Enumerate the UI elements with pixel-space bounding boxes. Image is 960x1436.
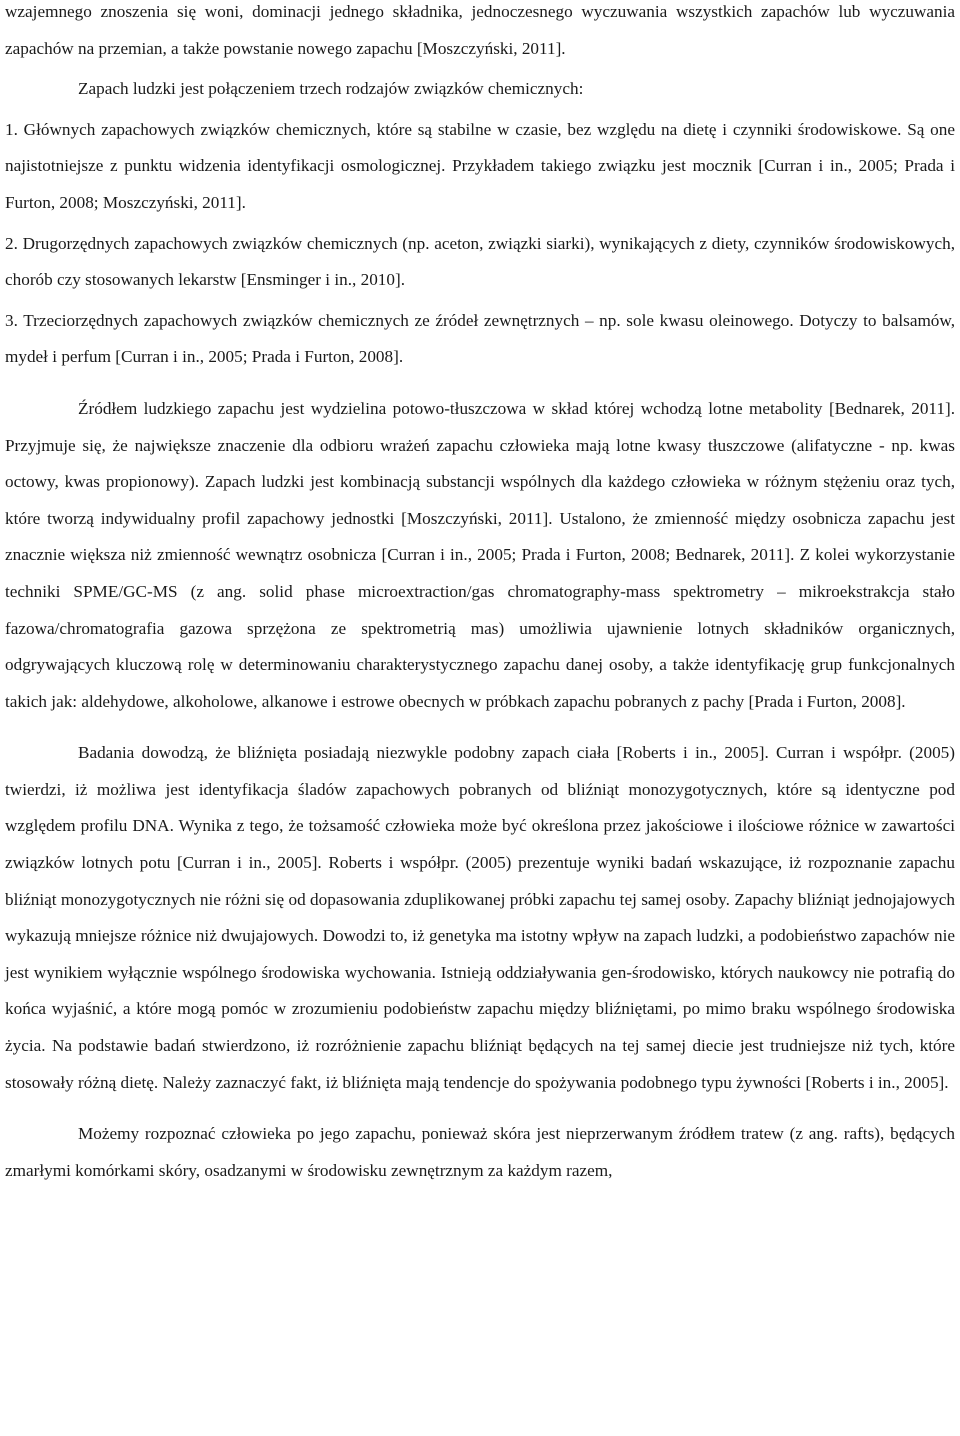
list-item-secondary-compounds: 2. Drugorzędnych zapachowych związków chemicznych (np. aceton, związki siarki), wynikających z diety, czynników środowiskowych, chorób czy stosowanych lekarstw [Ensminger i in., 2010]. xyxy=(5,233,955,290)
paragraph-intro-continuation: wzajemnego znoszenia się woni, dominacji jednego składnika, jednoczesnego wyczuwania wszystkich zapachów lub wyczuwania zapachów na przemian, a także powstanie nowego zapachu [Moszczyński, 2011]. xyxy=(5,2,955,58)
paragraph-compound-types-intro: Zapach ludzki jest połączeniem trzech rodzajów związków chemicznych: xyxy=(78,79,584,99)
paragraph-recognition-by-scent: Możemy rozpoznać człowieka po jego zapachu, ponieważ skóra jest nieprzerwanym źródłem tratew (z ang. rafts), będących zmarłymi komórkami skóry, osadzanymi w środowisku zewnętrznym za każdym razem, xyxy=(5,1124,955,1180)
list-item-primary-compounds: 1. Głównych zapachowych związków chemicznych, które są stabilne w czasie, bez względu na dietę i czynniki środowiskowe. Są one najistotniejsze z punktu widzenia identyfikacji osmologicznej. Przykładem takiego związku jest mocznik [Curran i in., 2005; Prada i Furton, 2008; Moszczyński, 2011]. xyxy=(5,119,955,212)
document-page xyxy=(5,0,955,1189)
list-item-tertiary-compounds: 3. Trzeciorzędnych zapachowych związków chemicznych ze źródeł zewnętrznych – np. sole kwasu oleinowego. Dotyczy to balsamów, mydeł i perfum [Curran i in., 2005; Prada i Furton, 2008]. xyxy=(5,310,955,367)
paragraph-source-of-scent: Źródłem ludzkiego zapachu jest wydzielina potowo-tłuszczowa w skład której wchodzą lotne metabolity [Bednarek, 2011]. Przyjmuje się, że największe znaczenie dla odbioru wrażeń zapachu człowieka mają lotne kwasy tłuszczowe (alifatyczne - np. kwas octowy, kwas propionowy). Zapach ludzki jest kombinacją substancji wspólnych dla każdego człowieka w różnym stężeniu oraz tych, które tworzą indywidualny profil zapachowy jednostki [Moszczyński, 2011]. Ustalono, że zmienność między osobnicza zapachu jest znacznie większa niż zmienność wewnątrz osobnicza [Curran i in., 2005; Prada i Furton, 2008; Bednarek, 2011]. Z kolei wykorzystanie techniki SPME/GC-MS (z ang. solid phase microextraction/gas chromatography-mass spektrometry – mikroekstrakcja stało fazowa/chromatografia gazowa sprzężona ze spektrometrią mas) umożliwia ujawnienie lotnych składników organicznych, odgrywających kluczową rolę w determinowaniu charakterystycznego zapachu danej osoby, a także identyfikację grup funkcjonalnych takich jak: aldehydowe, alkoholowe, alkanowe i estrowe obecnych w próbkach zapachu pobranych z pachy [Prada i Furton, 2008]. xyxy=(5,398,955,711)
paragraph-twins-research: Badania dowodzą, że bliźnięta posiadają niezwykle podobny zapach ciała [Roberts i in., 2005]. Curran i współpr. (2005) twierdzi, iż możliwa jest identyfikacja śladów zapachowych pobranych od bliźniąt monozygotycznych, które są identyczne pod względem profilu DNA. Wynika z tego, że tożsamość człowieka może być określona przez jakościowe i ilościowe różnice w zawartości związków lotnych potu [Curran i in., 2005]. Roberts i współpr. (2005) prezentuje wyniki badań wskazujące, iż rozpoznanie zapachu bliźniąt monozygotycznych nie różni się od dopasowania zduplikowanej próbki zapachu tej samej osoby. Zapachy bliźniąt jednojajowych wykazują mniejsze różnice niż dwujajowych. Dowodzi to, iż genetyka ma istotny wpływ na zapach ludzki, a podobieństwo zapachów nie jest wynikiem wyłącznie wspólnego środowiska wychowania. Istnieją oddziaływania gen-środowisko, których naukowcy nie potrafią do końca wyjaśnić, a które mogą pomóc w zrozumieniu podobieństw zapachu między bliźniętami, po mimo braku wspólnego środowiska życia. Na podstawie badań stwierdzono, iż rozróżnienie zapachu bliźniąt będących na tej samej diecie jest trudniejsze niż tych, które stosowały różną dietę. Należy zaznaczyć fakt, iż bliźnięta mają tendencje do spożywania podobnego typu żywności [Roberts i in., 2005]. xyxy=(5,743,955,1092)
